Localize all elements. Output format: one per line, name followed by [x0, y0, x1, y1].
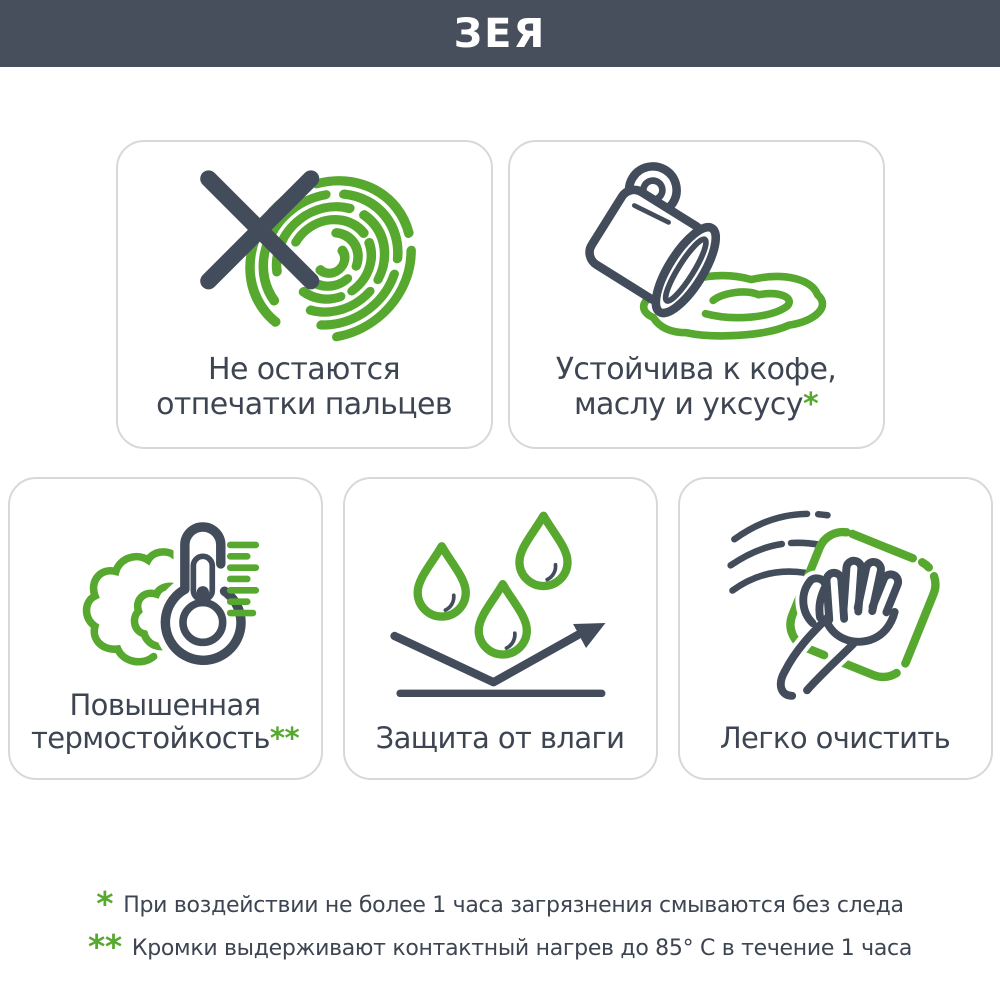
thermometer-steam-icon — [61, 479, 269, 689]
footnotes — [0, 884, 1000, 966]
footnote-1 — [96, 884, 904, 923]
footnote-marker: * — [96, 884, 114, 923]
water-drops-graphic — [389, 510, 611, 700]
feature-row-2 — [0, 477, 1000, 780]
coffee-spill-graphic — [563, 154, 829, 349]
water-drop — [418, 546, 466, 616]
water-drop — [479, 584, 527, 654]
card-label: Повышенная термостойкость** — [30, 687, 300, 756]
card-heat-resistant — [8, 477, 323, 780]
footnote-2 — [87, 926, 913, 966]
water-drop — [519, 515, 567, 585]
thermometer-graphic — [61, 507, 269, 668]
card-easy-clean — [678, 477, 993, 780]
feature-row-1 — [0, 140, 1000, 449]
product-title: ЗЕЯ — [453, 10, 547, 57]
temperature-ticks — [230, 545, 256, 613]
footnote-text: Кромки выдерживают контактный нагрев до 85° C в течение 1 часа — [131, 935, 913, 961]
water-drops-icon — [389, 479, 611, 722]
footnote-marker: ** — [87, 926, 122, 966]
card-label: Защита от влаги — [375, 721, 625, 756]
header-bar — [0, 0, 1000, 67]
footnote-text: При воздействии не более 1 часа загрязнения смываются без следа — [123, 893, 904, 918]
thermometer-bulb — [183, 603, 223, 643]
card-no-fingerprints — [116, 140, 493, 449]
hand-wipe-icon — [723, 479, 947, 722]
coffee-spill-icon — [563, 142, 829, 353]
hand-wipe-graphic — [723, 502, 947, 707]
card-stain-resistant — [508, 140, 885, 449]
fingerprint-ridges — [218, 161, 427, 343]
no-fingerprints-icon — [181, 142, 427, 353]
fingerprint-x-graphic — [181, 161, 427, 343]
card-label: Устойчива к кофе, маслу и уксусу* — [555, 352, 837, 423]
card-label: Легко очистить — [719, 721, 951, 756]
card-label: Не остаются отпечатки пальцев — [156, 352, 452, 423]
card-moisture-protection — [343, 477, 658, 780]
